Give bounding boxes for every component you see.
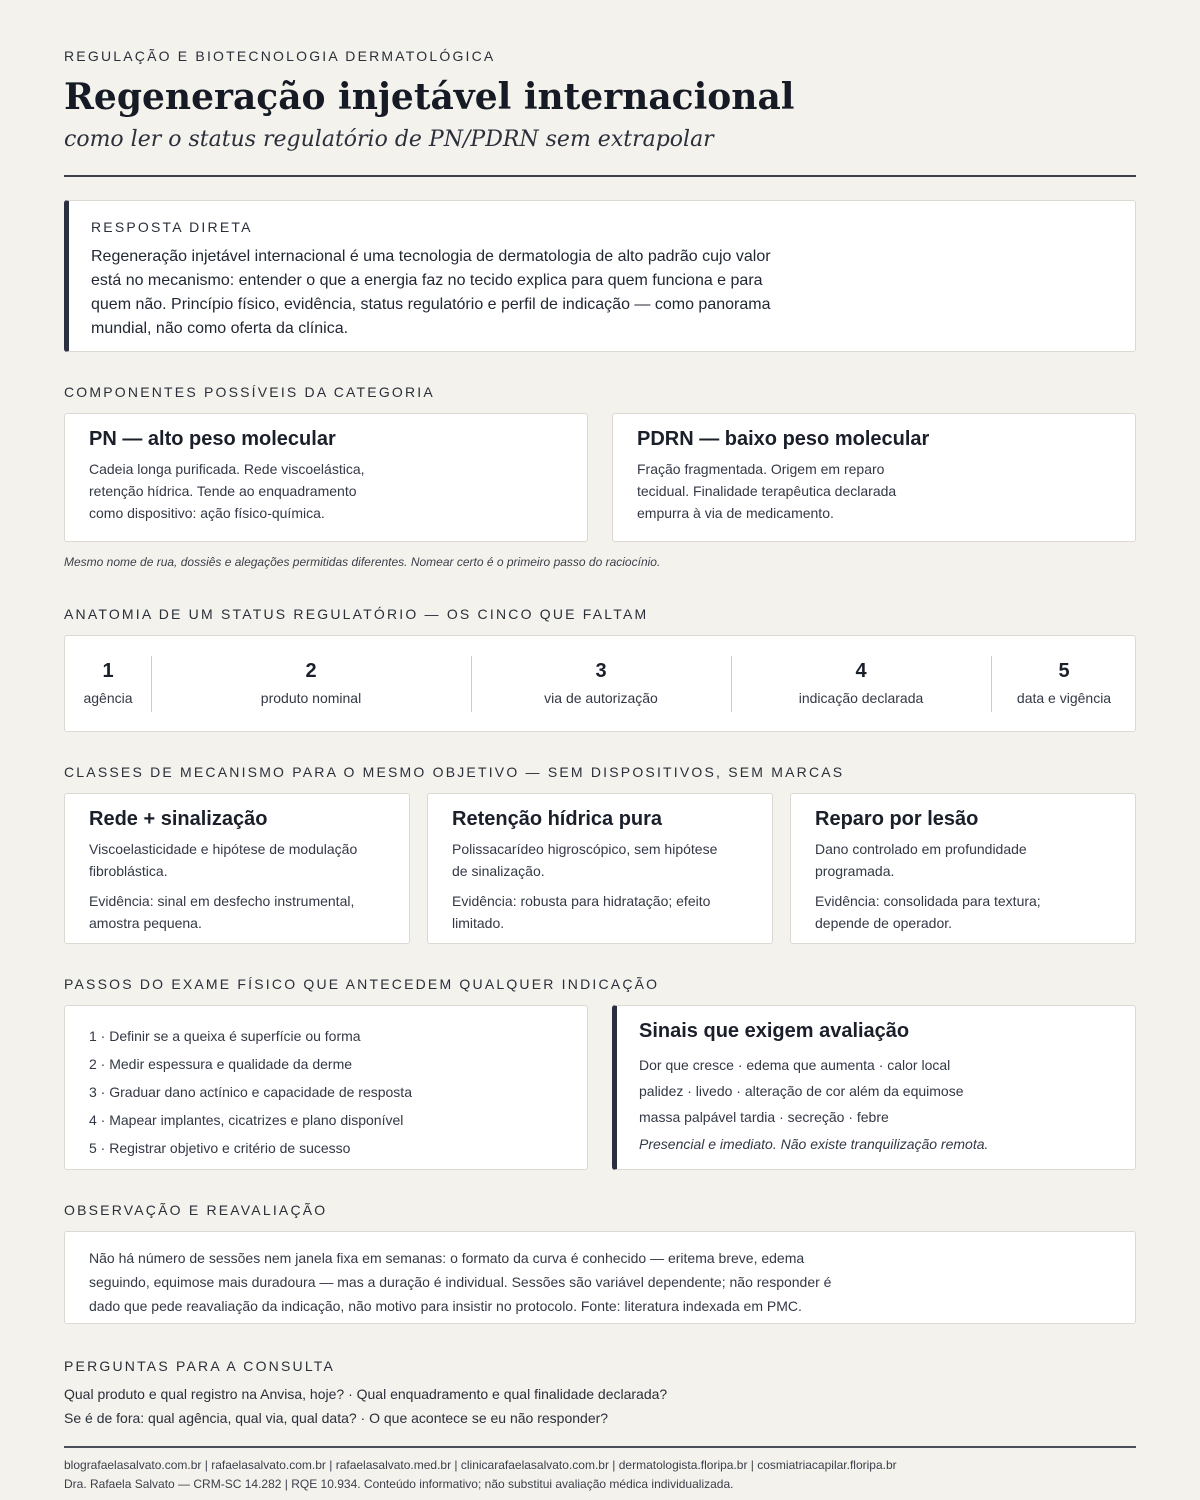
anatomy-card bbox=[64, 635, 1136, 732]
direct-answer-label: RESPOSTA DIRETA bbox=[91, 219, 253, 235]
anatomy-step bbox=[471, 636, 731, 732]
observation-section-label: OBSERVAÇÃO E REAVALIAÇÃO bbox=[64, 1202, 328, 1218]
component-title: PDRN — baixo peso molecular bbox=[637, 428, 930, 450]
page-subtitle: como ler o status regulatório de PN/PDRN sem extrapolar bbox=[64, 127, 714, 152]
list-item: 4 · Mapear implantes, cicatrizes e plano disponível bbox=[89, 1112, 404, 1128]
step-number: 2 bbox=[305, 660, 317, 682]
mechanism-text: Viscoelasticidade e hipótese de modulação fibroblástica. bbox=[89, 841, 358, 879]
anatomy-step bbox=[991, 636, 1137, 732]
list-item: 2 · Medir espessura e qualidade da derme bbox=[89, 1056, 353, 1072]
step-number: 4 bbox=[855, 660, 867, 682]
step-label: via de autorização bbox=[544, 690, 658, 706]
mechanism-title: Rede + sinalização bbox=[89, 808, 268, 830]
list-item: Dor que cresce · edema que aumenta · calor local bbox=[639, 1057, 951, 1073]
mechanism-evidence: Evidência: consolidada para textura; depende de operador. bbox=[815, 893, 1041, 931]
exam-steps-card bbox=[64, 1005, 588, 1170]
list-item: 3 · Graduar dano actínico e capacidade de resposta bbox=[89, 1084, 412, 1100]
header-divider bbox=[64, 175, 1136, 177]
question-line: Qual produto e qual registro na Anvisa, hoje? · Qual enquadramento e qual finalidade declarada? bbox=[64, 1386, 668, 1402]
mechanisms-section-label: CLASSES DE MECANISMO PARA O MESMO OBJETIVO — SEM DISPOSITIVOS, SEM MARCAS bbox=[64, 764, 845, 780]
list-item: 5 · Registrar objetivo e critério de sucesso bbox=[89, 1140, 351, 1156]
components-note: Mesmo nome de rua, dossiês e alegações permitidas diferentes. Nomear certo é o primeiro passo do raciocínio. bbox=[64, 555, 661, 569]
mechanism-title: Retenção hídrica pura bbox=[452, 808, 663, 830]
anatomy-step bbox=[731, 636, 991, 732]
mechanism-card bbox=[790, 793, 1136, 944]
component-card-pn bbox=[64, 413, 588, 542]
page-title: Regeneração injetável internacional bbox=[64, 76, 795, 118]
exam-section-label: PASSOS DO EXAME FÍSICO QUE ANTECEDEM QUALQUER INDICAÇÃO bbox=[64, 976, 660, 992]
step-label: indicação declarada bbox=[798, 690, 924, 706]
component-text: Fração fragmentada. Origem em reparo tecidual. Finalidade terapêutica declarada empurra à via de medicamento. bbox=[637, 461, 897, 521]
step-label: produto nominal bbox=[260, 690, 362, 706]
component-card-pdrn bbox=[612, 413, 1136, 542]
footer-credit: Dra. Rafaela Salvato — CRM-SC 14.282 | RQE 10.934. Conteúdo informativo; não substitui avaliação médica individualizada. bbox=[64, 1477, 734, 1491]
questions-section-label: PERGUNTAS PARA A CONSULTA bbox=[64, 1358, 336, 1374]
step-number: 3 bbox=[595, 660, 607, 682]
step-label: agência bbox=[83, 690, 133, 706]
mechanism-evidence: Evidência: sinal em desfecho instrumental, amostra pequena. bbox=[89, 893, 355, 931]
mechanism-evidence: Evidência: robusta para hidratação; efeito limitado. bbox=[452, 893, 711, 931]
step-number: 1 bbox=[102, 660, 114, 682]
anatomy-step bbox=[65, 636, 151, 732]
footer-links: blografaelasalvato.com.br | rafaelasalvato.com.br | rafaelasalvato.med.br | clinicarafaelasalvato.com.br | dermatologista.floripa.br | cosmiatriacapilar.floripa.br bbox=[64, 1458, 897, 1472]
components-section-label: COMPONENTES POSSÍVEIS DA CATEGORIA bbox=[64, 384, 435, 400]
exam-steps-list bbox=[89, 1022, 412, 1162]
mechanism-text: Dano controlado em profundidade programada. bbox=[815, 841, 1027, 879]
direct-answer-text: Regeneração injetável internacional é uma tecnologia de dermatologia de alto padrão cujo valor está no mecanismo: entender o que a energia faz no tecido explica para quem funciona e para quem não. Princípio físico, evidência, status regulatório e perfil de indicação — como panorama mundial, não como oferta da clínica. bbox=[91, 248, 771, 337]
anatomy-step bbox=[151, 636, 471, 732]
direct-answer-card bbox=[64, 200, 1136, 352]
list-item: palidez · livedo · alteração de cor além da equimose bbox=[639, 1083, 964, 1099]
question-line: Se é de fora: qual agência, qual via, qual data? · O que acontece se eu não responder? bbox=[64, 1410, 609, 1426]
warning-signs-note: Presencial e imediato. Não existe tranquilização remota. bbox=[639, 1136, 989, 1152]
warning-signs-card bbox=[612, 1005, 1136, 1170]
observation-text: Não há número de sessões nem janela fixa em semanas: o formato da curva é conhecido — eritema breve, edema seguindo, equimose mais duradoura — mas a duração é individual. Sessões são variável dependente; não responder é dado que pede reavaliação da indicação, não motivo para insistir no protocolo. Fonte: literatura indexada em PMC. bbox=[89, 1250, 832, 1314]
step-number: 5 bbox=[1058, 660, 1070, 682]
observation-card bbox=[64, 1231, 1136, 1324]
component-text: Cadeia longa purificada. Rede viscoelástica, retenção hídrica. Tende ao enquadramento como dispositivo: ação físico-química. bbox=[89, 461, 365, 521]
list-item: massa palpável tardia · secreção · febre bbox=[639, 1109, 889, 1125]
mechanism-card bbox=[64, 793, 410, 944]
page-kicker: REGULAÇÃO E BIOTECNOLOGIA DERMATOLÓGICA bbox=[64, 48, 496, 64]
footer-divider bbox=[64, 1446, 1136, 1448]
mechanism-text: Polissacarídeo higroscópico, sem hipótese de sinalização. bbox=[452, 841, 718, 879]
anatomy-section-label: ANATOMIA DE UM STATUS REGULATÓRIO — OS CINCO QUE FALTAM bbox=[64, 606, 649, 622]
list-item: 1 · Definir se a queixa é superfície ou forma bbox=[89, 1028, 361, 1044]
mechanism-card bbox=[427, 793, 773, 944]
warning-signs-list bbox=[639, 1052, 964, 1130]
component-title: PN — alto peso molecular bbox=[89, 428, 336, 450]
step-label: data e vigência bbox=[1016, 690, 1112, 706]
mechanism-title: Reparo por lesão bbox=[815, 808, 979, 830]
warning-signs-title: Sinais que exigem avaliação bbox=[639, 1020, 910, 1042]
